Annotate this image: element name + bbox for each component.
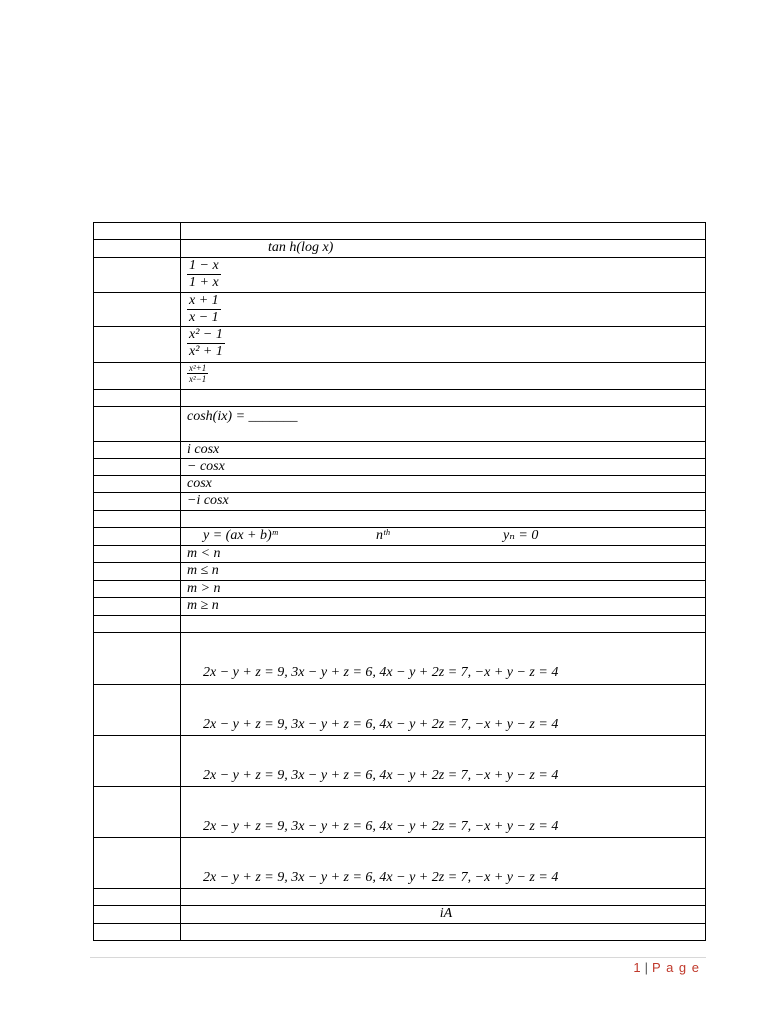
- content-cell: [181, 838, 706, 889]
- fraction-numerator: x²+1: [189, 363, 207, 373]
- label-cell: [94, 581, 181, 598]
- fraction-denominator: 1 + x: [189, 275, 219, 290]
- content-cell: [181, 240, 706, 258]
- content-cell: [181, 459, 706, 476]
- label-cell: [94, 407, 181, 442]
- option-text: − cosx: [187, 459, 225, 474]
- content-cell: [181, 528, 706, 546]
- table-row: [94, 546, 706, 563]
- content-cell: [181, 598, 706, 616]
- option-text: m > n: [187, 581, 221, 596]
- label-cell: [94, 459, 181, 476]
- content-cell: [181, 736, 706, 787]
- table-row: [94, 563, 706, 581]
- fraction: [187, 363, 208, 384]
- label-cell: [94, 363, 181, 390]
- content-cell: [181, 442, 706, 459]
- option-text: m ≤ n: [187, 563, 219, 578]
- label-cell: [94, 240, 181, 258]
- table-row: [94, 736, 706, 787]
- table-row: [94, 240, 706, 258]
- option-text: cosx: [187, 476, 212, 491]
- table-row: [94, 327, 706, 363]
- fraction: [187, 293, 221, 326]
- label-cell: [94, 528, 181, 546]
- option-text: m ≥ n: [187, 598, 219, 613]
- question-expression: cosh(ix) = _______: [187, 409, 298, 424]
- content-cell: [181, 476, 706, 493]
- content-cell: [181, 390, 706, 407]
- label-cell: [94, 258, 181, 293]
- label-cell: [94, 563, 181, 581]
- label-cell: [94, 390, 181, 407]
- content-cell: [181, 906, 706, 924]
- label-cell: [94, 327, 181, 363]
- label-cell: [94, 546, 181, 563]
- table-row: [94, 493, 706, 511]
- label-cell: [94, 787, 181, 838]
- fraction-numerator: 1 − x: [189, 258, 219, 273]
- table-row: [94, 407, 706, 442]
- content-cell: [181, 581, 706, 598]
- table-row: [94, 581, 706, 598]
- option-text: iA: [439, 906, 453, 921]
- table-row: [94, 838, 706, 889]
- content-cell: [181, 223, 706, 240]
- content-cell: [181, 293, 706, 327]
- label-cell: [94, 736, 181, 787]
- equation-text: 2x − y + z = 9, 3x − y + z = 6, 4x − y + 2z = 7, −x + y − z = 4: [203, 870, 559, 885]
- table-row: [94, 528, 706, 546]
- content-cell: [181, 511, 706, 528]
- fraction-numerator: x + 1: [189, 293, 219, 308]
- content-cell: [181, 546, 706, 563]
- label-cell: [94, 476, 181, 493]
- question-table: [93, 222, 706, 941]
- table-row: [94, 633, 706, 685]
- page-number: 1: [633, 960, 642, 975]
- question-expression: tan h(log x): [268, 240, 334, 255]
- content-cell: [181, 889, 706, 906]
- equation-text: 2x − y + z = 9, 3x − y + z = 6, 4x − y + 2z = 7, −x + y − z = 4: [203, 819, 559, 834]
- fraction-denominator: x² + 1: [189, 344, 223, 359]
- content-cell: [181, 787, 706, 838]
- question-condition: yₙ = 0: [503, 528, 539, 543]
- table-row: [94, 390, 706, 407]
- table-row: [94, 685, 706, 736]
- label-cell: [94, 442, 181, 459]
- label-cell: [94, 598, 181, 616]
- footer-divider: [90, 957, 706, 958]
- question-expression: y = (ax + b)ᵐ: [203, 528, 278, 543]
- option-text: −i cosx: [187, 493, 229, 508]
- content-cell: [181, 363, 706, 390]
- label-cell: [94, 493, 181, 511]
- table-row: [94, 787, 706, 838]
- label-cell: [94, 906, 181, 924]
- label-cell: [94, 293, 181, 327]
- equation-text: 2x − y + z = 9, 3x − y + z = 6, 4x − y + 2z = 7, −x + y − z = 4: [203, 665, 559, 680]
- table-row: [94, 258, 706, 293]
- question-order: nᵗʰ: [376, 528, 390, 543]
- page-footer: [633, 960, 700, 975]
- label-cell: [94, 616, 181, 633]
- content-cell: [181, 633, 706, 685]
- content-cell: [181, 407, 706, 442]
- table-row: [94, 442, 706, 459]
- fraction: [187, 327, 225, 360]
- table-row: [94, 511, 706, 528]
- option-text: i cosx: [187, 442, 220, 457]
- table-row: [94, 924, 706, 941]
- option-text: m < n: [187, 546, 221, 561]
- equation-text: 2x − y + z = 9, 3x − y + z = 6, 4x − y + 2z = 7, −x + y − z = 4: [203, 717, 559, 732]
- content-cell: [181, 327, 706, 363]
- page-separator: |: [644, 960, 650, 975]
- table-row: [94, 293, 706, 327]
- table-row: [94, 616, 706, 633]
- table-row: [94, 598, 706, 616]
- label-cell: [94, 633, 181, 685]
- label-cell: [94, 838, 181, 889]
- page-label: P a g e: [652, 960, 700, 975]
- content-cell: [181, 616, 706, 633]
- content-cell: [181, 924, 706, 941]
- content-cell: [181, 685, 706, 736]
- table-row: [94, 459, 706, 476]
- content-cell: [181, 258, 706, 293]
- fraction-numerator: x² − 1: [189, 327, 223, 342]
- label-cell: [94, 889, 181, 906]
- label-cell: [94, 223, 181, 240]
- table-row: [94, 363, 706, 390]
- equation-text: 2x − y + z = 9, 3x − y + z = 6, 4x − y + 2z = 7, −x + y − z = 4: [203, 768, 559, 783]
- fraction-denominator: x − 1: [189, 310, 219, 325]
- content-cell: [181, 493, 706, 511]
- label-cell: [94, 924, 181, 941]
- fraction-denominator: x²−1: [189, 374, 207, 384]
- label-cell: [94, 511, 181, 528]
- table-row: [94, 223, 706, 240]
- table-row: [94, 889, 706, 906]
- label-cell: [94, 685, 181, 736]
- fraction: [187, 258, 221, 291]
- table-row: [94, 476, 706, 493]
- content-cell: [181, 563, 706, 581]
- table-row: [94, 906, 706, 924]
